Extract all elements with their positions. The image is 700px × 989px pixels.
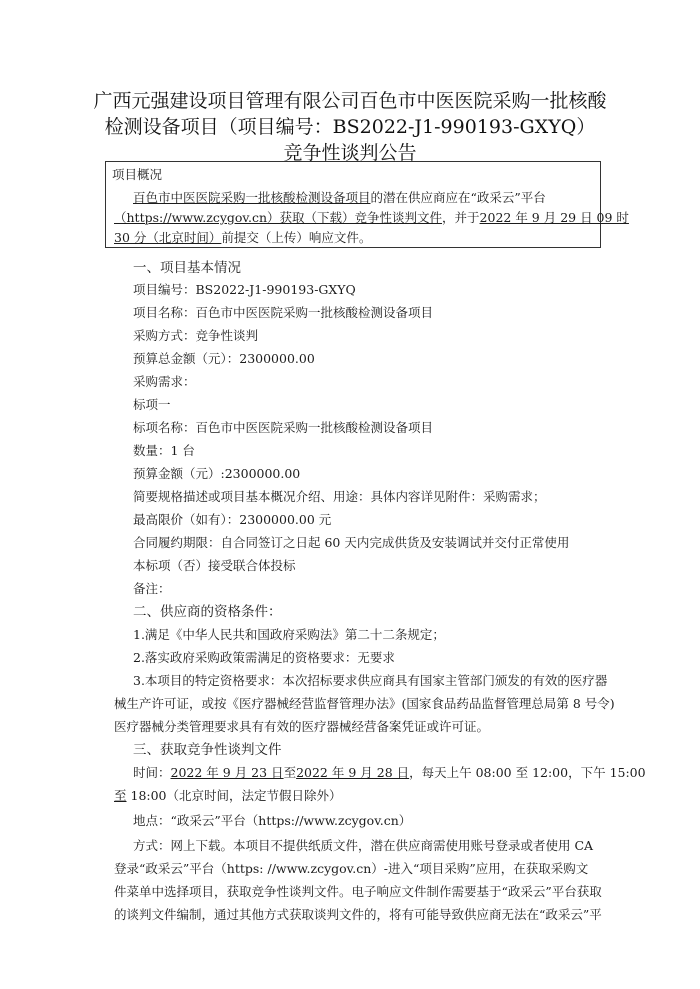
time-to-2: 至 bbox=[114, 788, 127, 803]
overview-line-1 bbox=[133, 190, 546, 206]
section-2-heading: 二、供应商的资格条件： bbox=[133, 604, 282, 620]
overview-deadline: 2022 年 9 月 29 日 09 时 bbox=[479, 210, 629, 225]
spec-description: 简要规格描述或项目基本概况介绍、用途：具体内容详见附件：采购需求； bbox=[133, 489, 546, 504]
qualification-3-line-3: 医疗器械分类管理要求具有有效的医疗器械经营备案凭证或许可证。 bbox=[114, 719, 490, 734]
consortium-bid: 本标项（否）接受联合体投标 bbox=[133, 558, 296, 573]
qualification-3-line-2: 械生产许可证，或按《医疗器械经营监督管理办法》(国家食品药品监督管理总局第 8 号令) bbox=[114, 696, 615, 711]
time-start: 2022 年 9 月 23 日 bbox=[170, 765, 284, 780]
procurement-method: 采购方式：竞争性谈判 bbox=[133, 328, 259, 343]
overview-line-2 bbox=[114, 210, 629, 226]
section-3-heading: 三、获取竞争性谈判文件 bbox=[133, 742, 282, 758]
qualification-1: 1.满足《中华人民共和国政府采购法》第二十二条规定； bbox=[133, 627, 445, 642]
time-to: 至 bbox=[283, 765, 297, 780]
doc-title-line-2: 检测设备项目（项目编号：BS2022-J1-990193-GXYQ） bbox=[104, 116, 596, 138]
overview-line-3 bbox=[114, 230, 371, 246]
qualification-3-line-1: 3.本项目的特定资格要求：本次招标要求供应商具有国家主管部门颁发的有效的医疗器 bbox=[133, 673, 608, 688]
acquire-way-line-3: 件菜单中选择项目，获取竞争性谈判文件。电子响应文件制作需要基于“政采云”平台获取 bbox=[114, 884, 602, 899]
acquire-time-line-2 bbox=[114, 788, 342, 804]
section-1-heading: 一、项目基本情况 bbox=[133, 260, 241, 276]
qualification-2: 2.落实政府采购政策需满足的资格要求：无要求 bbox=[133, 650, 395, 665]
acquire-way-line-4: 的谈判文件编制，通过其他方式获取谈判文件的，将有可能导致供应商无法在“政采云”平 bbox=[114, 907, 602, 922]
time-end: 2022 年 9 月 28 日 bbox=[296, 765, 410, 780]
contract-period: 合同履约期限：自合同签订之日起 60 天内完成供货及安装调试并交付正常使用 bbox=[133, 535, 570, 550]
lot-name: 标项名称：百色市中医医院采购一批核酸检测设备项目 bbox=[133, 420, 434, 435]
procurement-demand: 采购需求： bbox=[133, 374, 196, 389]
project-number: 项目编号：BS2022-J1-990193-GXYQ bbox=[133, 282, 356, 297]
overview-deadline-time: 30 分（北京时间） bbox=[114, 230, 222, 245]
time-end-text: 18:00（北京时间，法定节假日除外） bbox=[126, 788, 342, 803]
acquire-way-line-2: 登录“政采云”平台（https: //www.zcygov.cn）-进入“项目采购”应用，在获取采购文 bbox=[114, 861, 589, 876]
max-price: 最高限价（如有）：2300000.00 元 bbox=[133, 512, 332, 527]
overview-text: 前提交（上传）响应文件。 bbox=[221, 230, 372, 245]
project-name: 项目名称：百色市中医医院采购一批核酸检测设备项目 bbox=[133, 305, 434, 320]
time-rest: ，每天上午 08:00 至 12:00，下午 15:00 bbox=[409, 765, 646, 780]
acquire-way-line-1: 方式：网上下载。本项目不提供纸质文件，潜在供应商需使用账号登录或者使用 CA bbox=[133, 838, 594, 853]
acquire-place: 地点：“政采云”平台（https://www.zcygov.cn） bbox=[133, 813, 412, 828]
lot-one: 标项一 bbox=[133, 397, 171, 412]
remark: 备注： bbox=[133, 581, 171, 596]
total-budget: 预算总金额（元）：2300000.00 bbox=[133, 351, 315, 366]
quantity: 数量：1 台 bbox=[133, 443, 195, 458]
overview-get-file: （https://www.zcygov.cn）获取（下载）竞争性谈判文件 bbox=[114, 210, 443, 225]
overview-project-name: 百色市中医医院采购一批核酸检测设备项目 bbox=[133, 190, 371, 205]
time-label: 时间： bbox=[133, 765, 171, 780]
doc-title-line-3: 竞争性谈判公告 bbox=[283, 142, 417, 164]
acquire-time-line-1 bbox=[133, 765, 646, 781]
overview-text: 的潜在供应商应在“政采云”平台 bbox=[370, 190, 546, 205]
doc-title-line-1: 广西元强建设项目管理有限公司百色市中医医院采购一批核酸 bbox=[93, 90, 607, 112]
lot-budget: 预算金额（元）:2300000.00 bbox=[133, 466, 301, 481]
overview-text: ，并于 bbox=[442, 210, 480, 225]
overview-heading: 项目概况 bbox=[112, 167, 163, 182]
